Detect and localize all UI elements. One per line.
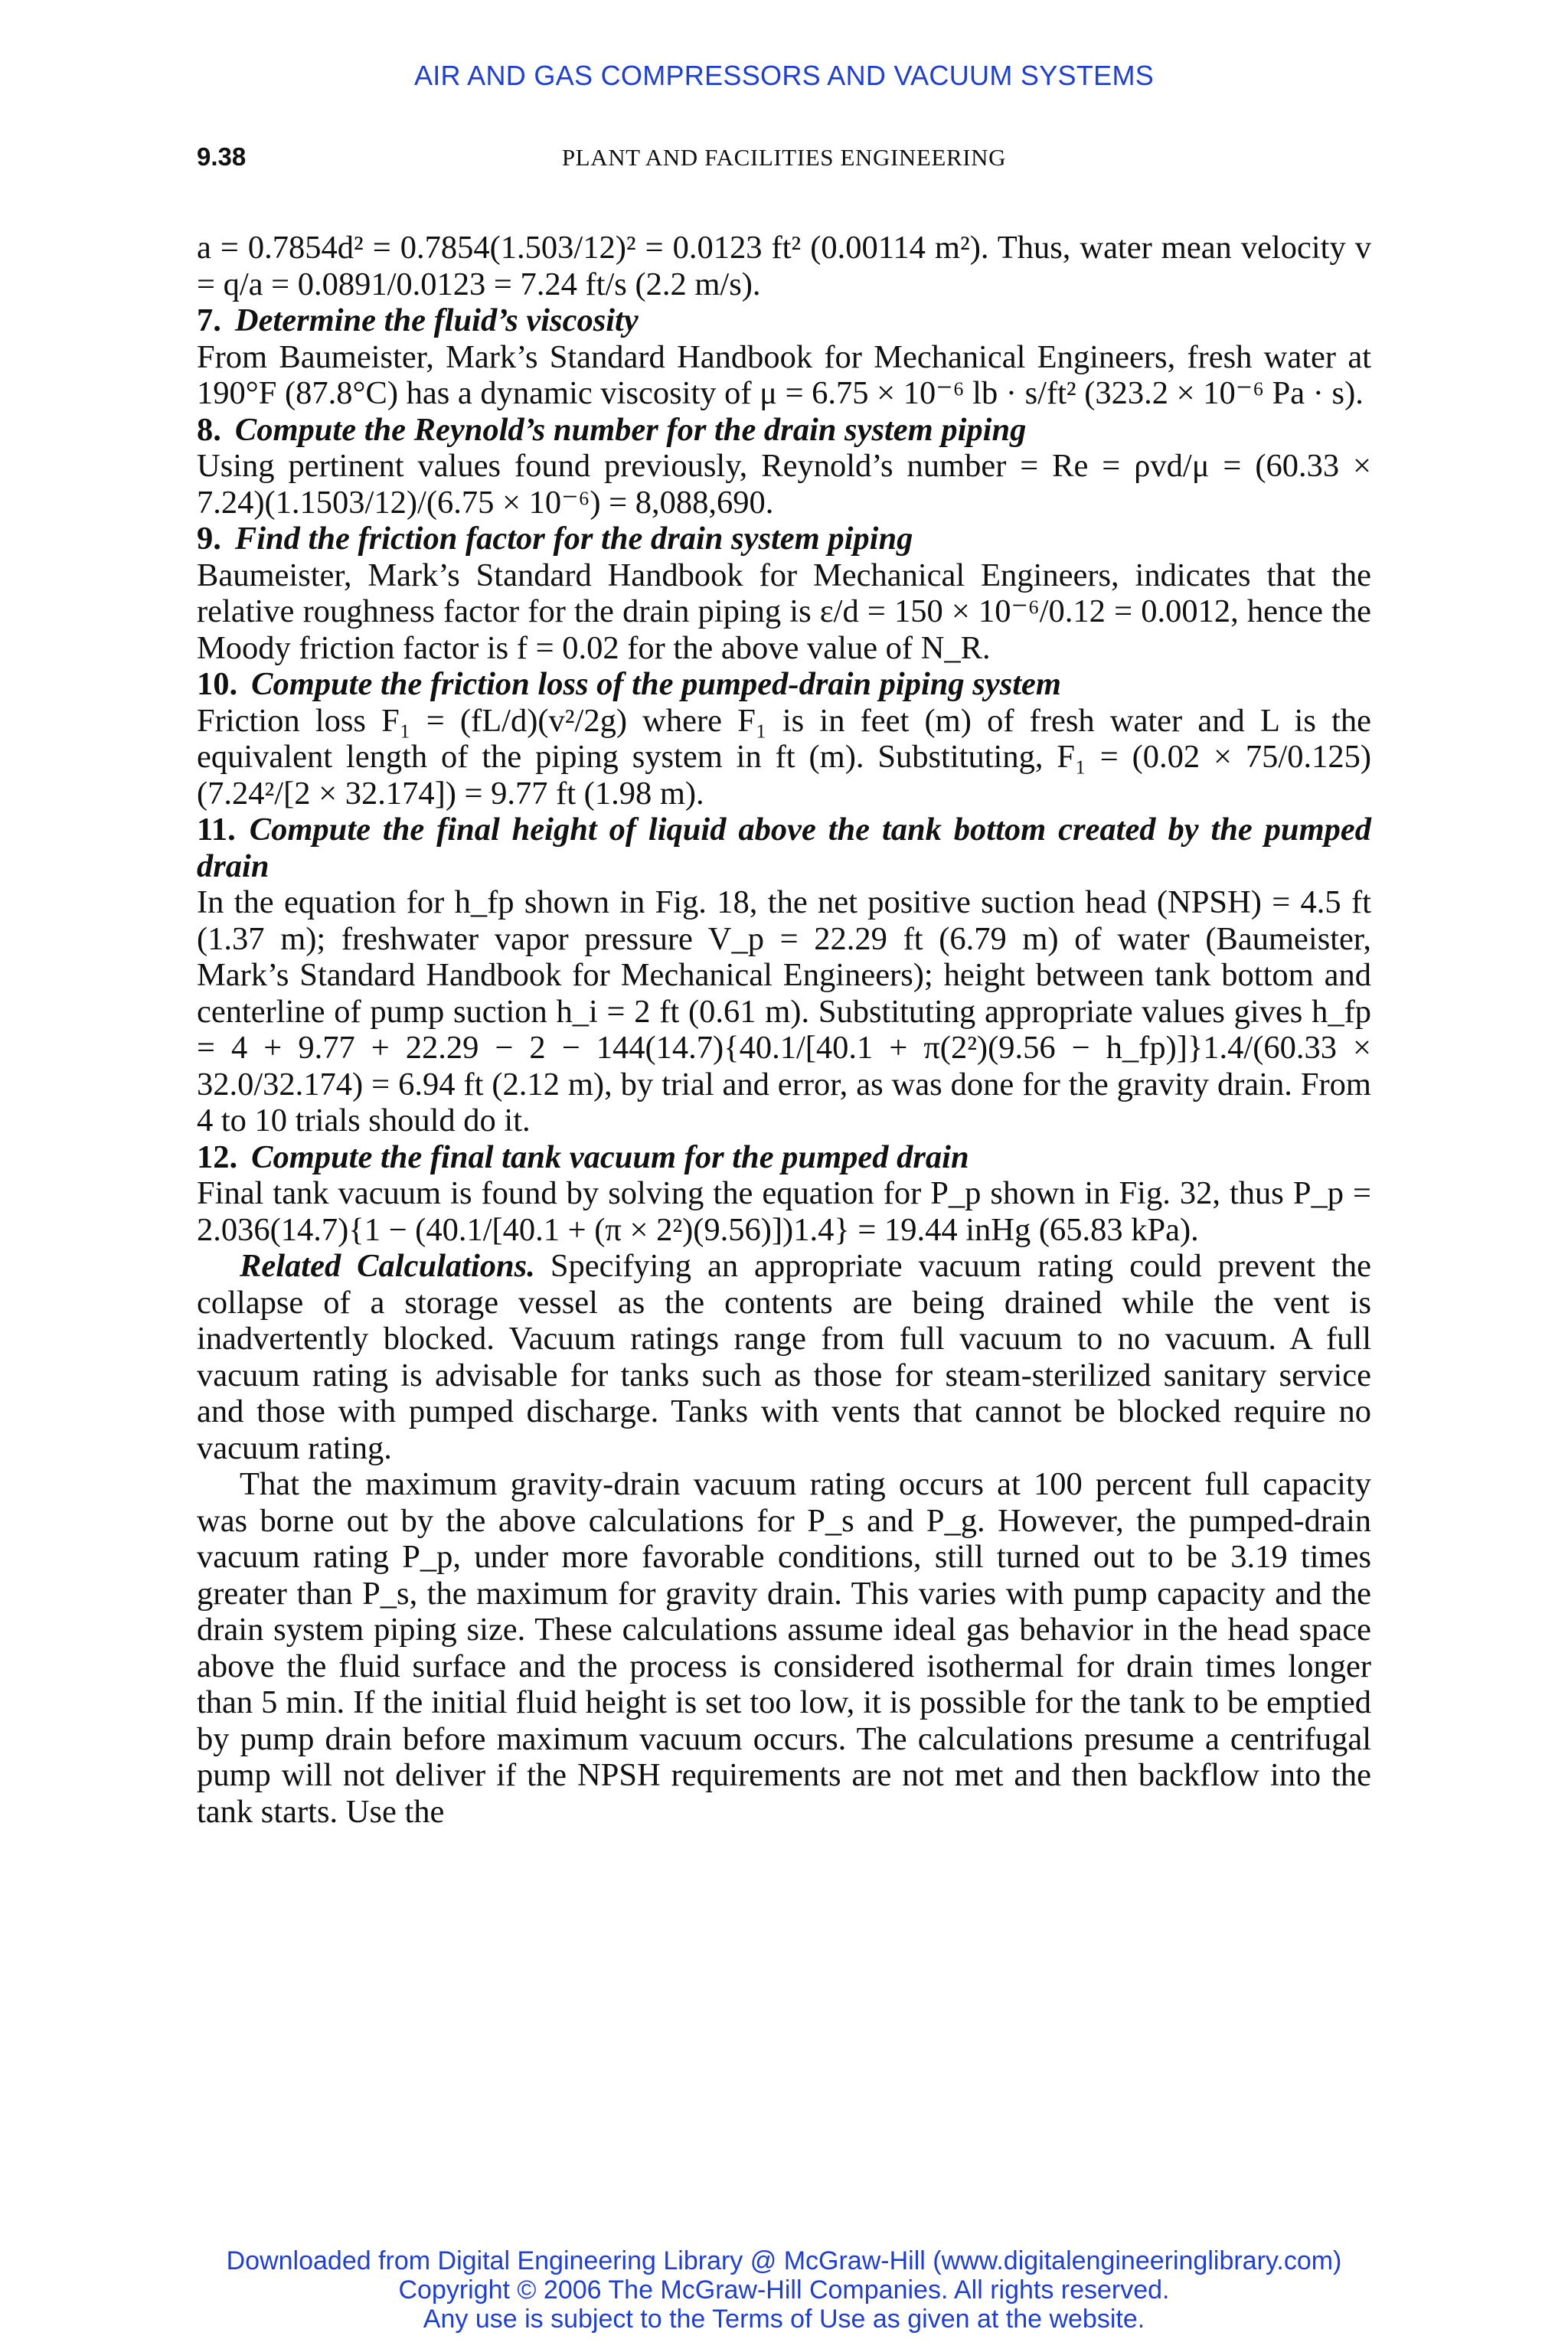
step-10-heading [197,666,1371,703]
page-body [197,230,1371,1830]
step-title: Compute the final height of liquid above the tank bottom created by the pumped drain [197,812,1371,884]
book-banner: AIR AND GAS COMPRESSORS AND VACUUM SYSTEMS [413,60,1155,91]
step-title: Find the friction factor for the drain system piping [234,521,913,557]
step-7-body: From Baumeister, Mark’s Standard Handbook for Mechanical Engineers, fresh water at 190°F (87.8°C) has a dynamic viscosity of μ = 6.75 × 10⁻⁶ lb · s/ft² (323.2 × 10⁻⁶ Pa · s). [197,338,1371,411]
step-number: 12. [197,1138,238,1175]
step-8-heading [197,412,1371,449]
step-10-body: Friction loss F₁ = (fL/d)(v²/2g) where F₁ is in feet (m) of fresh water and L is the equivalent length of the piping system in ft (m). Substituting, F₁ = (0.02 × 75/0.125)(7.24²/[2 × 32.174]) = 9.77 ft (1.98 m). [197,702,1371,812]
related-calculations-paragraph [197,1248,1371,1466]
step-number: 8. [197,411,221,448]
running-title: PLANT AND FACILITIES ENGINEERING [561,144,1007,171]
step-8-body: Using pertinent values found previously, Reynold’s number = Re = ρvd/μ = (60.33 × 7.24)(1.1503/12)/(6.75 × 10⁻⁶) = 8,088,690. [197,448,1371,521]
related-calculations-label: Related Calculations. [240,1248,535,1284]
step-9-heading [197,521,1371,557]
step-number: 7. [197,302,221,338]
step-number: 9. [197,521,221,557]
step-number: 10. [197,666,238,702]
step-7-heading [197,302,1371,339]
step-title: Compute the Reynold’s number for the drain system piping [234,411,1027,448]
step-12-body: Final tank vacuum is found by solving the equation for P_p shown in Fig. 32, thus P_p = 2.036(14.7){1 − (40.1/[40.1 + (π × 2²)(9.56)])1.4} = 19.44 inHg (65.83 kPa). [197,1175,1371,1248]
step-title: Compute the friction loss of the pumped-drain piping system [251,666,1061,702]
terms-of-use-line: Any use is subject to the Terms of Use as given at the website. [423,2305,1145,2334]
step-11-heading [197,812,1371,884]
step-9-body: Baumeister, Mark’s Standard Handbook for Mechanical Engineers, indicates that the relative roughness factor for the drain piping is ε/d = 150 × 10⁻⁶/0.12 = 0.0012, hence the Moody friction factor is f = 0.02 for the above value of N_R. [197,557,1371,666]
running-header [197,142,1371,181]
step-11-body: In the equation for h_fp shown in Fig. 18, the net positive suction head (NPSH) = 4.5 ft (1.37 m); freshwater vapor pressure V_p = 22.29 ft (6.79 m) of water (Baumeister, Mark’s Standard Handbook for Mechanical Engineers); height between tank bottom and centerline of pump suction h_i = 2 ft (0.61 m). Substituting appropriate values gives h_fp = 4 + 9.77 + 22.29 − 2 − 144(14.7){40.1/[40.1 + π(2²)(9.56 − h_fp)]}1.4/(60.33 × 32.0/32.174) = 6.94 ft (2.12 m), by trial and error, as was done for the gravity drain. From 4 to 10 trials should do it. [197,884,1371,1138]
step-12-heading [197,1139,1371,1176]
copyright-line: Copyright © 2006 The McGraw-Hill Companies. All rights reserved. [398,2275,1170,2305]
step-number: 11. [197,812,236,848]
download-notice-link[interactable]: Downloaded from Digital Engineering Library @ McGraw-Hill (www.digitalengineeringlibrary.com) [226,2246,1342,2275]
page-number: 9.38 [197,142,247,171]
intro-paragraph: a = 0.7854d² = 0.7854(1.503/12)² = 0.0123 ft² (0.00114 m²). Thus, water mean velocity v = q/a = 0.0891/0.0123 = 7.24 ft/s (2.2 m/s). [197,230,1371,302]
step-title: Compute the final tank vacuum for the pumped drain [251,1138,969,1175]
step-title: Determine the fluid’s viscosity [234,302,639,338]
closing-paragraph: That the maximum gravity-drain vacuum rating occurs at 100 percent full capacity was borne out by the above calculations for P_s and P_g. However, the pumped-drain vacuum rating P_p, under more favorable conditions, still turned out to be 3.19 times greater than P_s, the maximum for gravity drain. This varies with pump capacity and the drain system piping size. These calculations assume ideal gas behavior in the head space above the fluid surface and the process is considered isothermal for drain times longer than 5 min. If the initial fluid height is set too low, it is possible for the tank to be emptied by pump drain before maximum vacuum occurs. The calculations presume a centrifugal pump will not deliver if the NPSH requirements are not met and then backflow into the tank starts. Use the [197,1466,1371,1830]
copyright-footer [0,2246,1568,2334]
related-calculations-text: Specifying an appropriate vacuum rating could prevent the collapse of a storage vessel as the contents are being drained while the vent is inadvertently blocked. Vacuum ratings range from full vacuum to no vacuum. A full vacuum rating is advisable for tanks such as those for steam-sterilized sanitary service and those with pumped discharge. Tanks with vents that cannot be blocked require no vacuum rating. [197,1248,1371,1466]
